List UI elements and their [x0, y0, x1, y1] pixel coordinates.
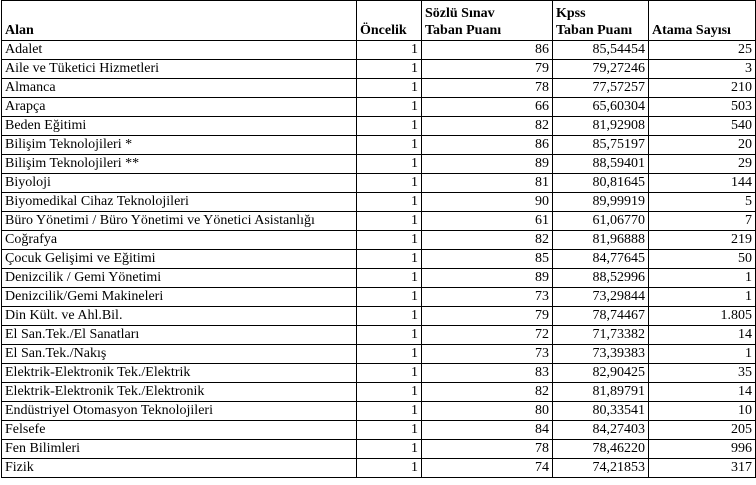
cell-alan: Biyoloji [2, 174, 357, 193]
cell-oncelik: 1 [357, 155, 422, 174]
table-row [2, 288, 756, 307]
header-kpss-line2: Taban Puanı [556, 23, 633, 38]
cell-atama-sayisi: 205 [649, 421, 756, 440]
cell-atama-sayisi: 14 [649, 326, 756, 345]
header-sozlu-sinav-taban-puani [422, 1, 553, 41]
table-row [2, 193, 756, 212]
cell-kpss-puani: 81,92908 [553, 117, 649, 136]
cell-atama-sayisi: 29 [649, 155, 756, 174]
cell-alan: Çocuk Gelişimi ve Eğitimi [2, 250, 357, 269]
cell-atama-sayisi: 25 [649, 41, 756, 60]
cell-sozlu-puani: 89 [422, 155, 553, 174]
header-kpss-line1: Kpss [556, 6, 586, 21]
cell-alan: Felsefe [2, 421, 357, 440]
cell-oncelik: 1 [357, 136, 422, 155]
cell-sozlu-puani: 78 [422, 440, 553, 459]
cell-alan: Denizcilik/Gemi Makineleri [2, 288, 357, 307]
header-oncelik: Öncelik [357, 1, 422, 41]
cell-oncelik: 1 [357, 364, 422, 383]
table-row [2, 231, 756, 250]
cell-alan: Coğrafya [2, 231, 357, 250]
cell-oncelik: 1 [357, 60, 422, 79]
cell-sozlu-puani: 85 [422, 250, 553, 269]
cell-sozlu-puani: 74 [422, 459, 553, 478]
header-alan: Alan [2, 1, 357, 41]
cell-alan: Bilişim Teknolojileri * [2, 136, 357, 155]
cell-sozlu-puani: 86 [422, 136, 553, 155]
cell-atama-sayisi: 996 [649, 440, 756, 459]
cell-sozlu-puani: 66 [422, 98, 553, 117]
cell-atama-sayisi: 3 [649, 60, 756, 79]
cell-sozlu-puani: 81 [422, 174, 553, 193]
table-row [2, 402, 756, 421]
cell-atama-sayisi: 210 [649, 79, 756, 98]
cell-oncelik: 1 [357, 307, 422, 326]
table-row [2, 98, 756, 117]
cell-alan: Beden Eğitimi [2, 117, 357, 136]
atama-results-table [1, 0, 756, 478]
cell-atama-sayisi: 1 [649, 345, 756, 364]
cell-alan: Almanca [2, 79, 357, 98]
cell-alan: Adalet [2, 41, 357, 60]
table-row [2, 41, 756, 60]
cell-sozlu-puani: 82 [422, 117, 553, 136]
cell-kpss-puani: 78,46220 [553, 440, 649, 459]
table-row [2, 155, 756, 174]
table-row [2, 345, 756, 364]
table-row [2, 117, 756, 136]
cell-sozlu-puani: 89 [422, 269, 553, 288]
cell-alan: El San.Tek./Nakış [2, 345, 357, 364]
table-row [2, 459, 756, 478]
cell-sozlu-puani: 86 [422, 41, 553, 60]
cell-kpss-puani: 61,06770 [553, 212, 649, 231]
cell-sozlu-puani: 78 [422, 79, 553, 98]
cell-oncelik: 1 [357, 117, 422, 136]
cell-oncelik: 1 [357, 288, 422, 307]
table-row [2, 421, 756, 440]
cell-sozlu-puani: 82 [422, 383, 553, 402]
cell-sozlu-puani: 83 [422, 364, 553, 383]
cell-oncelik: 1 [357, 345, 422, 364]
cell-kpss-puani: 80,33541 [553, 402, 649, 421]
cell-alan: Din Kült. ve Ahl.Bil. [2, 307, 357, 326]
cell-atama-sayisi: 5 [649, 193, 756, 212]
cell-atama-sayisi: 540 [649, 117, 756, 136]
cell-atama-sayisi: 503 [649, 98, 756, 117]
cell-kpss-puani: 84,77645 [553, 250, 649, 269]
cell-sozlu-puani: 61 [422, 212, 553, 231]
cell-kpss-puani: 78,74467 [553, 307, 649, 326]
cell-kpss-puani: 85,54454 [553, 41, 649, 60]
cell-kpss-puani: 88,59401 [553, 155, 649, 174]
cell-oncelik: 1 [357, 79, 422, 98]
cell-alan: Biyomedikal Cihaz Teknolojileri [2, 193, 357, 212]
cell-atama-sayisi: 14 [649, 383, 756, 402]
cell-atama-sayisi: 10 [649, 402, 756, 421]
cell-oncelik: 1 [357, 231, 422, 250]
cell-kpss-puani: 77,57257 [553, 79, 649, 98]
cell-atama-sayisi: 7 [649, 212, 756, 231]
cell-sozlu-puani: 82 [422, 231, 553, 250]
cell-atama-sayisi: 20 [649, 136, 756, 155]
table-body [2, 41, 756, 478]
table-row [2, 440, 756, 459]
cell-oncelik: 1 [357, 402, 422, 421]
cell-kpss-puani: 80,81645 [553, 174, 649, 193]
cell-oncelik: 1 [357, 383, 422, 402]
cell-atama-sayisi: 317 [649, 459, 756, 478]
cell-alan: Endüstriyel Otomasyon Teknolojileri [2, 402, 357, 421]
cell-kpss-puani: 74,21853 [553, 459, 649, 478]
table-row [2, 307, 756, 326]
table-row [2, 383, 756, 402]
cell-oncelik: 1 [357, 440, 422, 459]
cell-atama-sayisi: 35 [649, 364, 756, 383]
cell-oncelik: 1 [357, 174, 422, 193]
cell-alan: Elektrik-Elektronik Tek./Elektrik [2, 364, 357, 383]
cell-kpss-puani: 84,27403 [553, 421, 649, 440]
cell-atama-sayisi: 50 [649, 250, 756, 269]
cell-alan: Elektrik-Elektronik Tek./Elektronik [2, 383, 357, 402]
cell-atama-sayisi: 1 [649, 269, 756, 288]
table-row [2, 250, 756, 269]
cell-oncelik: 1 [357, 326, 422, 345]
cell-alan: Fen Bilimleri [2, 440, 357, 459]
header-kpss-taban-puani [553, 1, 649, 41]
header-row [2, 1, 756, 41]
cell-kpss-puani: 71,73382 [553, 326, 649, 345]
cell-oncelik: 1 [357, 421, 422, 440]
cell-alan: Arapça [2, 98, 357, 117]
cell-sozlu-puani: 84 [422, 421, 553, 440]
cell-alan: Aile ve Tüketici Hizmetleri [2, 60, 357, 79]
cell-kpss-puani: 79,27246 [553, 60, 649, 79]
cell-sozlu-puani: 79 [422, 307, 553, 326]
cell-sozlu-puani: 72 [422, 326, 553, 345]
cell-sozlu-puani: 80 [422, 402, 553, 421]
cell-kpss-puani: 81,96888 [553, 231, 649, 250]
cell-alan: Büro Yönetimi / Büro Yönetimi ve Yönetici Asistanlığı [2, 212, 357, 231]
cell-atama-sayisi: 144 [649, 174, 756, 193]
table-row [2, 326, 756, 345]
table-row [2, 136, 756, 155]
cell-atama-sayisi: 1 [649, 288, 756, 307]
table-row [2, 269, 756, 288]
cell-kpss-puani: 88,52996 [553, 269, 649, 288]
cell-kpss-puani: 73,39383 [553, 345, 649, 364]
cell-oncelik: 1 [357, 41, 422, 60]
cell-kpss-puani: 85,75197 [553, 136, 649, 155]
cell-atama-sayisi: 219 [649, 231, 756, 250]
cell-oncelik: 1 [357, 459, 422, 478]
cell-oncelik: 1 [357, 212, 422, 231]
cell-kpss-puani: 89,99919 [553, 193, 649, 212]
table-row [2, 364, 756, 383]
cell-kpss-puani: 81,89791 [553, 383, 649, 402]
cell-kpss-puani: 82,90425 [553, 364, 649, 383]
cell-sozlu-puani: 73 [422, 345, 553, 364]
cell-alan: El San.Tek./El Sanatları [2, 326, 357, 345]
cell-oncelik: 1 [357, 193, 422, 212]
cell-alan: Fizik [2, 459, 357, 478]
cell-sozlu-puani: 90 [422, 193, 553, 212]
header-sozlu-line1: Sözlü Sınav [425, 6, 495, 21]
header-atama-sayisi: Atama Sayısı [649, 1, 756, 41]
cell-kpss-puani: 73,29844 [553, 288, 649, 307]
cell-sozlu-puani: 73 [422, 288, 553, 307]
cell-alan: Denizcilik / Gemi Yönetimi [2, 269, 357, 288]
cell-atama-sayisi: 1.805 [649, 307, 756, 326]
table-row [2, 212, 756, 231]
cell-alan: Bilişim Teknolojileri ** [2, 155, 357, 174]
table-row [2, 60, 756, 79]
header-sozlu-line2: Taban Puanı [425, 23, 502, 38]
table-row [2, 174, 756, 193]
cell-oncelik: 1 [357, 98, 422, 117]
cell-oncelik: 1 [357, 269, 422, 288]
cell-kpss-puani: 65,60304 [553, 98, 649, 117]
cell-sozlu-puani: 79 [422, 60, 553, 79]
table-row [2, 79, 756, 98]
cell-oncelik: 1 [357, 250, 422, 269]
